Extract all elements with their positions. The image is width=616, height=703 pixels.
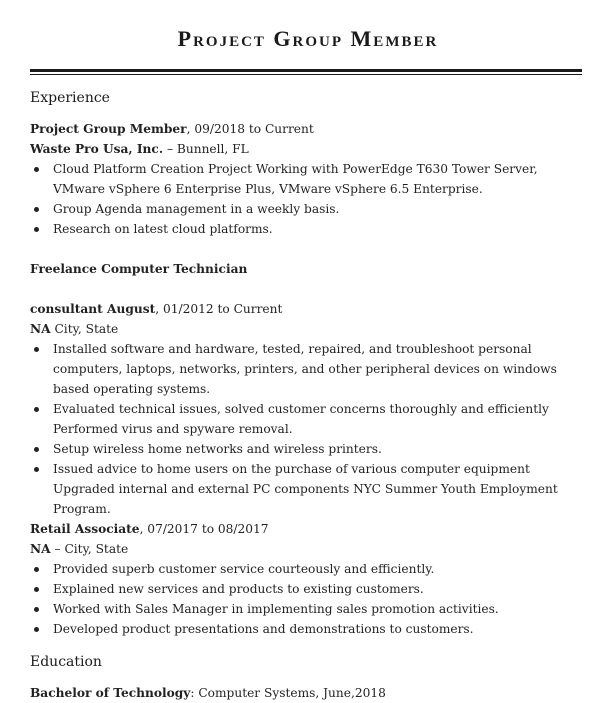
job-3-bullets xyxy=(30,339,570,519)
title-divider-thick xyxy=(30,69,582,72)
job-1-company-line xyxy=(30,139,249,159)
job-1-bullets xyxy=(30,159,570,239)
list-item: Installed software and hardware, tested, repaired, and troubleshoot personal computers, laptops, networks, printers, and other peripheral devices on windows based operating systems. xyxy=(30,339,570,399)
title-divider-thin xyxy=(30,74,582,75)
job-3-role: consultant August xyxy=(30,302,156,316)
job-4-title-line xyxy=(30,519,269,539)
list-item: Provided superb customer service courteously and efficiently. xyxy=(30,559,570,579)
job-3-title-line xyxy=(30,299,282,319)
job-4-dates: , 07/2017 to 08/2017 xyxy=(139,522,269,536)
experience-heading: Experience xyxy=(30,90,110,106)
job-2-role: Freelance Computer Technician xyxy=(30,262,248,276)
job-1-company: Waste Pro Usa, Inc. xyxy=(30,142,164,156)
list-item: Worked with Sales Manager in implementing sales promotion activities. xyxy=(30,599,570,619)
list-item: Issued advice to home users on the purchase of various computer equipment Upgraded internal and external PC components NYC Summer Youth Employment Program. xyxy=(30,459,570,519)
job-3-dates: , 01/2012 to Current xyxy=(155,302,283,316)
job-4-company-line xyxy=(30,539,128,559)
list-item: Evaluated technical issues, solved customer concerns thoroughly and efficiently Performed virus and spyware removal. xyxy=(30,399,570,439)
education-degree: Bachelor of Technology xyxy=(30,686,191,700)
job-1-role: Project Group Member xyxy=(30,122,187,136)
job-4-company: NA xyxy=(30,542,51,556)
education-heading: Education xyxy=(30,654,102,670)
job-4-role: Retail Associate xyxy=(30,522,140,536)
list-item: Group Agenda management in a weekly basis. xyxy=(30,199,570,219)
job-3-company-line xyxy=(30,319,118,339)
job-4-bullets xyxy=(30,559,570,639)
list-item: Setup wireless home networks and wireless printers. xyxy=(30,439,570,459)
job-1-dates: , 09/2018 to Current xyxy=(186,122,314,136)
list-item: Cloud Platform Creation Project Working with PowerEdge T630 Tower Server, VMware vSphere 6 Enterprise Plus, VMware vSphere 6.5 Enterprise. xyxy=(30,159,570,199)
job-4-location: – City, State xyxy=(50,542,129,556)
job-1-location: – Bunnell, FL xyxy=(163,142,249,156)
list-item: Explained new services and products to existing customers. xyxy=(30,579,570,599)
page-title: Project Group Member xyxy=(177,26,439,51)
job-1-title-line xyxy=(30,119,314,139)
job-3-company: NA xyxy=(30,322,51,336)
job-3-location: City, State xyxy=(50,322,119,336)
list-item: Developed product presentations and demonstrations to customers. xyxy=(30,619,570,639)
list-item: Research on latest cloud platforms. xyxy=(30,219,570,239)
education-line xyxy=(30,683,386,703)
education-details: : Computer Systems, June,2018 xyxy=(190,686,386,700)
